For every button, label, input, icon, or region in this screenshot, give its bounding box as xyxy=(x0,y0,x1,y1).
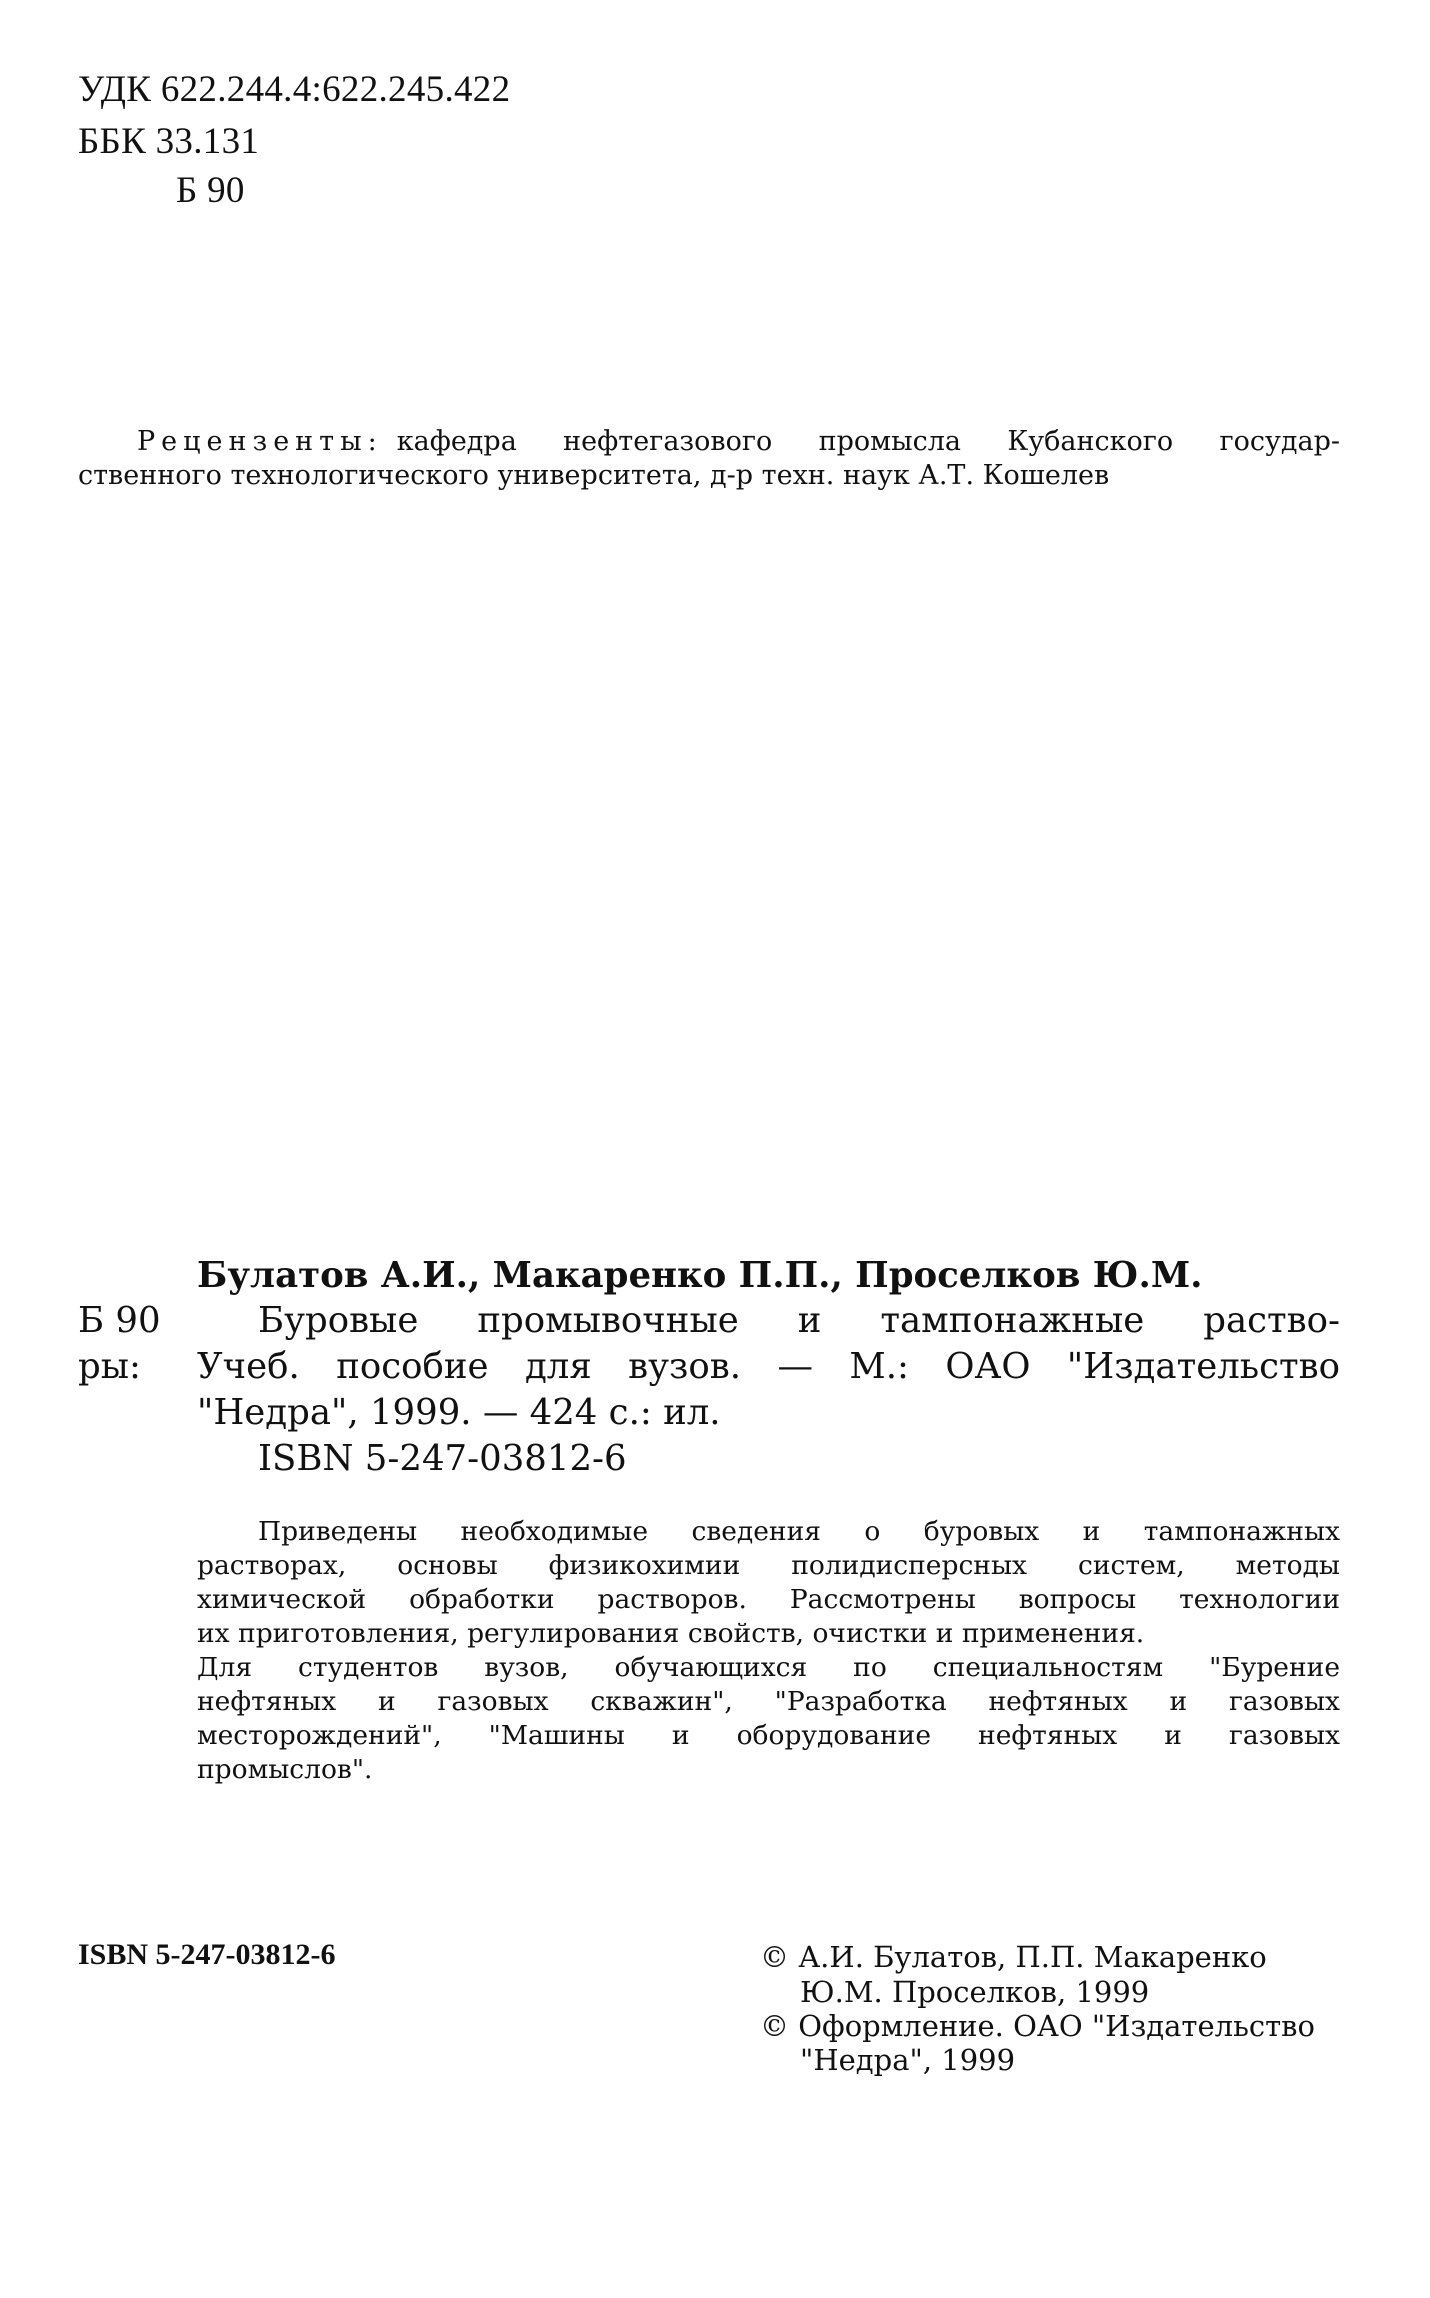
copyright-authors-line-2: Ю.М. Проселков, 1999 xyxy=(800,1975,1150,2009)
reviewers-line-1 xyxy=(137,425,1340,459)
entry-title-prefix: ры: xyxy=(78,1346,141,1387)
entry-title-line-2: Учеб. пособие для вузов. — М.: ОАО "Издательство xyxy=(197,1346,1340,1387)
abstract-line-1: Приведены необходимые сведения о буровых и тампонажных xyxy=(258,1516,1340,1547)
udk-code: УДК 622.244.4:622.245.422 xyxy=(78,69,511,110)
entry-code: Б 90 xyxy=(78,1300,161,1341)
entry-authors: Булатов А.И., Макаренко П.П., Проселков Ю.М. xyxy=(197,1255,1203,1296)
abstract-line-2: растворах, основы физикохимии полидисперсных систем, методы xyxy=(197,1550,1340,1581)
entry-title-line-1: Буровые промывочные и тампонажные раство- xyxy=(258,1300,1340,1341)
entry-isbn: ISBN 5-247-03812-6 xyxy=(258,1438,627,1479)
abstract-line-3: химической обработки растворов. Рассмотрены вопросы технологии xyxy=(197,1584,1340,1615)
copyright-authors-line-1: © А.И. Булатов, П.П. Макаренко xyxy=(760,1940,1267,1974)
reviewers-text: кафедра нефтегазового промысла Кубанского государ- xyxy=(396,426,1340,457)
abstract-line-5: Для студентов вузов, обучающихся по специальностям "Бурение xyxy=(197,1652,1340,1683)
entry-title-line-3: "Недра", 1999. — 424 с.: ил. xyxy=(197,1392,721,1433)
abstract-line-7: месторождений", "Машины и оборудование нефтяных и газовых xyxy=(197,1720,1340,1751)
abstract-line-6: нефтяных и газовых скважин", "Разработка нефтяных и газовых xyxy=(197,1686,1340,1717)
abstract-line-4: их приготовления, регулирования свойств, очистки и применения. xyxy=(197,1618,1145,1649)
footer-isbn: ISBN 5-247-03812-6 xyxy=(78,1938,336,1971)
reviewers-label: Рецензенты: xyxy=(137,426,383,457)
reviewers-line-2: ственного технологического университета, д-р техн. наук А.Т. Кошелев xyxy=(78,460,1110,491)
copyright-design-line-2: "Недра", 1999 xyxy=(800,2043,1016,2077)
author-sign-code: Б 90 xyxy=(176,170,245,211)
bbk-code: ББК 33.131 xyxy=(78,121,260,162)
copyright-design-line-1: © Оформление. ОАО "Издательство xyxy=(760,2009,1315,2043)
abstract-line-8: промыслов". xyxy=(197,1754,373,1785)
